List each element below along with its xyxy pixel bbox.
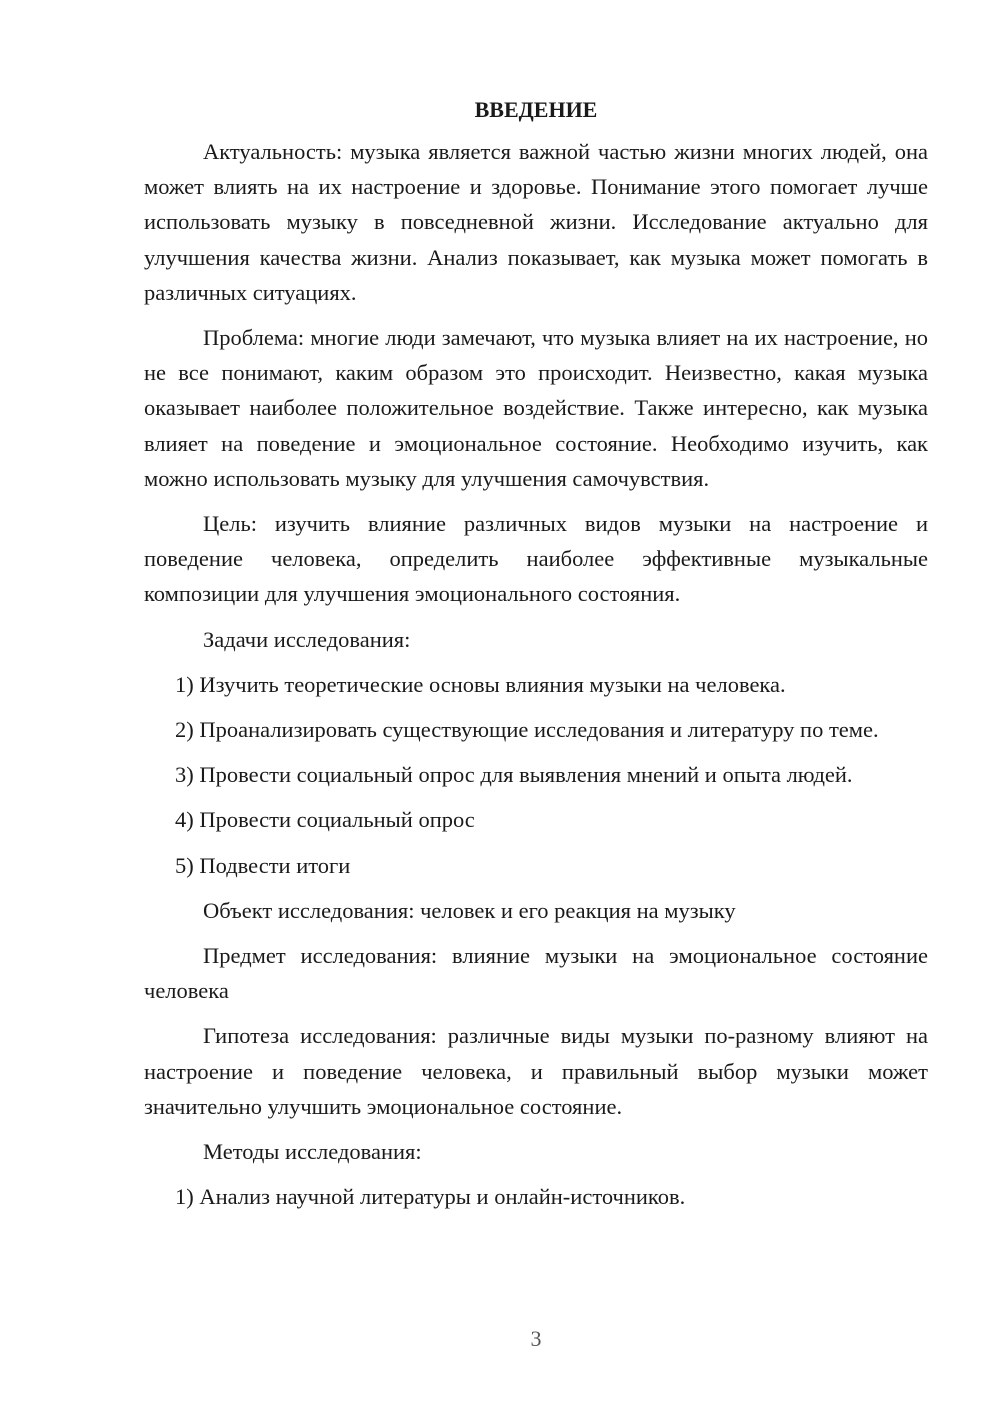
list-item: 1) Анализ научной литературы и онлайн-источников.	[175, 1184, 686, 1210]
list-item: 1) Изучить теоретические основы влияния музыки на человека.	[175, 671, 786, 697]
list-item: 4) Провести социальный опрос	[175, 807, 475, 833]
list-item: 5) Подвести итоги	[175, 852, 351, 878]
tasks-heading: Задачи исследования:	[203, 626, 411, 652]
list-item: 3) Провести социальный опрос для выявления мнений и опыта людей.	[175, 762, 853, 788]
paragraph-problem: Проблема: многие люди замечают, что музыка влияет на их настроение, но не все понимают, каким образом это происходит. Неизвестно, какая музыка оказывает наиболее положительное воздействие. Также интересно, как музыка влияет на поведение и эмоциональное состояние. Необходимо изучить, как можно использовать музыку для улучшения самочувствия.	[144, 325, 928, 491]
paragraph-hypothesis: Гипотеза исследования: различные виды музыки по-разному влияют на настроение и поведение человека, и правильный выбор музыки может значительно улучшить эмоциональное состояние.	[144, 1023, 928, 1119]
list-item: 2) Проанализировать существующие исследования и литературу по теме.	[175, 717, 879, 743]
page-number: 3	[530, 1326, 542, 1351]
paragraph-object: Объект исследования: человек и его реакция на музыку	[203, 897, 736, 923]
methods-heading: Методы исследования:	[203, 1139, 422, 1165]
document-page	[144, 92, 928, 1224]
paragraph-subject: Предмет исследования: влияние музыки на эмоциональное состояние человека	[144, 943, 928, 1004]
section-title: ВВЕДЕНИЕ	[474, 97, 598, 122]
paragraph-goal: Цель: изучить влияние различных видов музыки на настроение и поведение человека, определить наиболее эффективные музыкальные композиции для улучшения эмоционального состояния.	[144, 511, 928, 607]
paragraph-relevance: Актуальность: музыка является важной частью жизни многих людей, она может влиять на их настроение и здоровье. Понимание этого помогает лучше использовать музыку в повседневной жизни. Исследование актуально для улучшения качества жизни. Анализ показывает, как музыка может помогать в различных ситуациях.	[144, 139, 928, 305]
